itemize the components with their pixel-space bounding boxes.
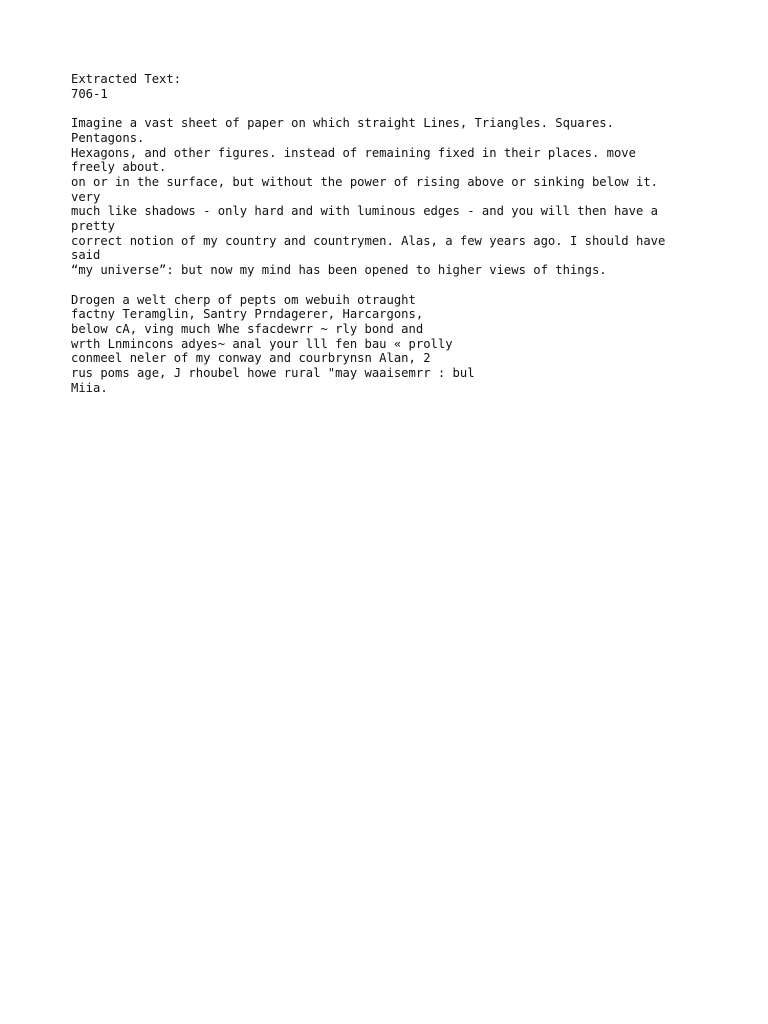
- text-line: rus poms age, J rhoubel howe rural "may waaisemrr : bul: [71, 366, 475, 381]
- text-line: Imagine a vast sheet of paper on which straight Lines, Triangles. Squares.: [71, 116, 614, 131]
- text-line: much like shadows - only hard and with luminous edges - and you will then have a: [71, 204, 658, 219]
- text-line: very: [71, 189, 101, 204]
- text-line: Hexagons, and other figures. instead of remaining fixed in their places. move: [71, 145, 636, 160]
- text-line: said: [71, 248, 101, 263]
- text-line: Miia.: [71, 380, 108, 395]
- document-id: 706-1: [71, 86, 108, 101]
- text-line: wrth Lnmincons adyes~ anal your lll fen bau « prolly: [71, 336, 453, 351]
- text-line: “my universe”: but now my mind has been opened to higher views of things.: [71, 263, 607, 278]
- document-header: Extracted Text:: [71, 72, 182, 86]
- blank-line: [71, 278, 751, 293]
- text-line: conmeel neler of my conway and courbrynsn Alan, 2: [71, 351, 431, 366]
- paragraph-clean: [71, 116, 751, 278]
- text-line: freely about.: [71, 160, 167, 175]
- text-line: on or in the surface, but without the power of rising above or sinking below it.: [71, 174, 658, 189]
- text-line: below cA, ving much Whe sfacdewrr ~ rly bond and: [71, 321, 424, 336]
- text-line: correct notion of my country and countrymen. Alas, a few years ago. I should have: [71, 233, 666, 248]
- blank-line: [71, 101, 751, 116]
- text-line: factny Teramglin, Santry Prndagerer, Harcargons,: [71, 307, 424, 322]
- extracted-text-document: [71, 72, 751, 395]
- paragraph-ocr-garbled: [71, 293, 751, 396]
- text-line: Pentagons.: [71, 130, 145, 145]
- text-line: pretty: [71, 219, 116, 234]
- text-line: Drogen a welt cherp of pepts om webuih otraught: [71, 292, 416, 307]
